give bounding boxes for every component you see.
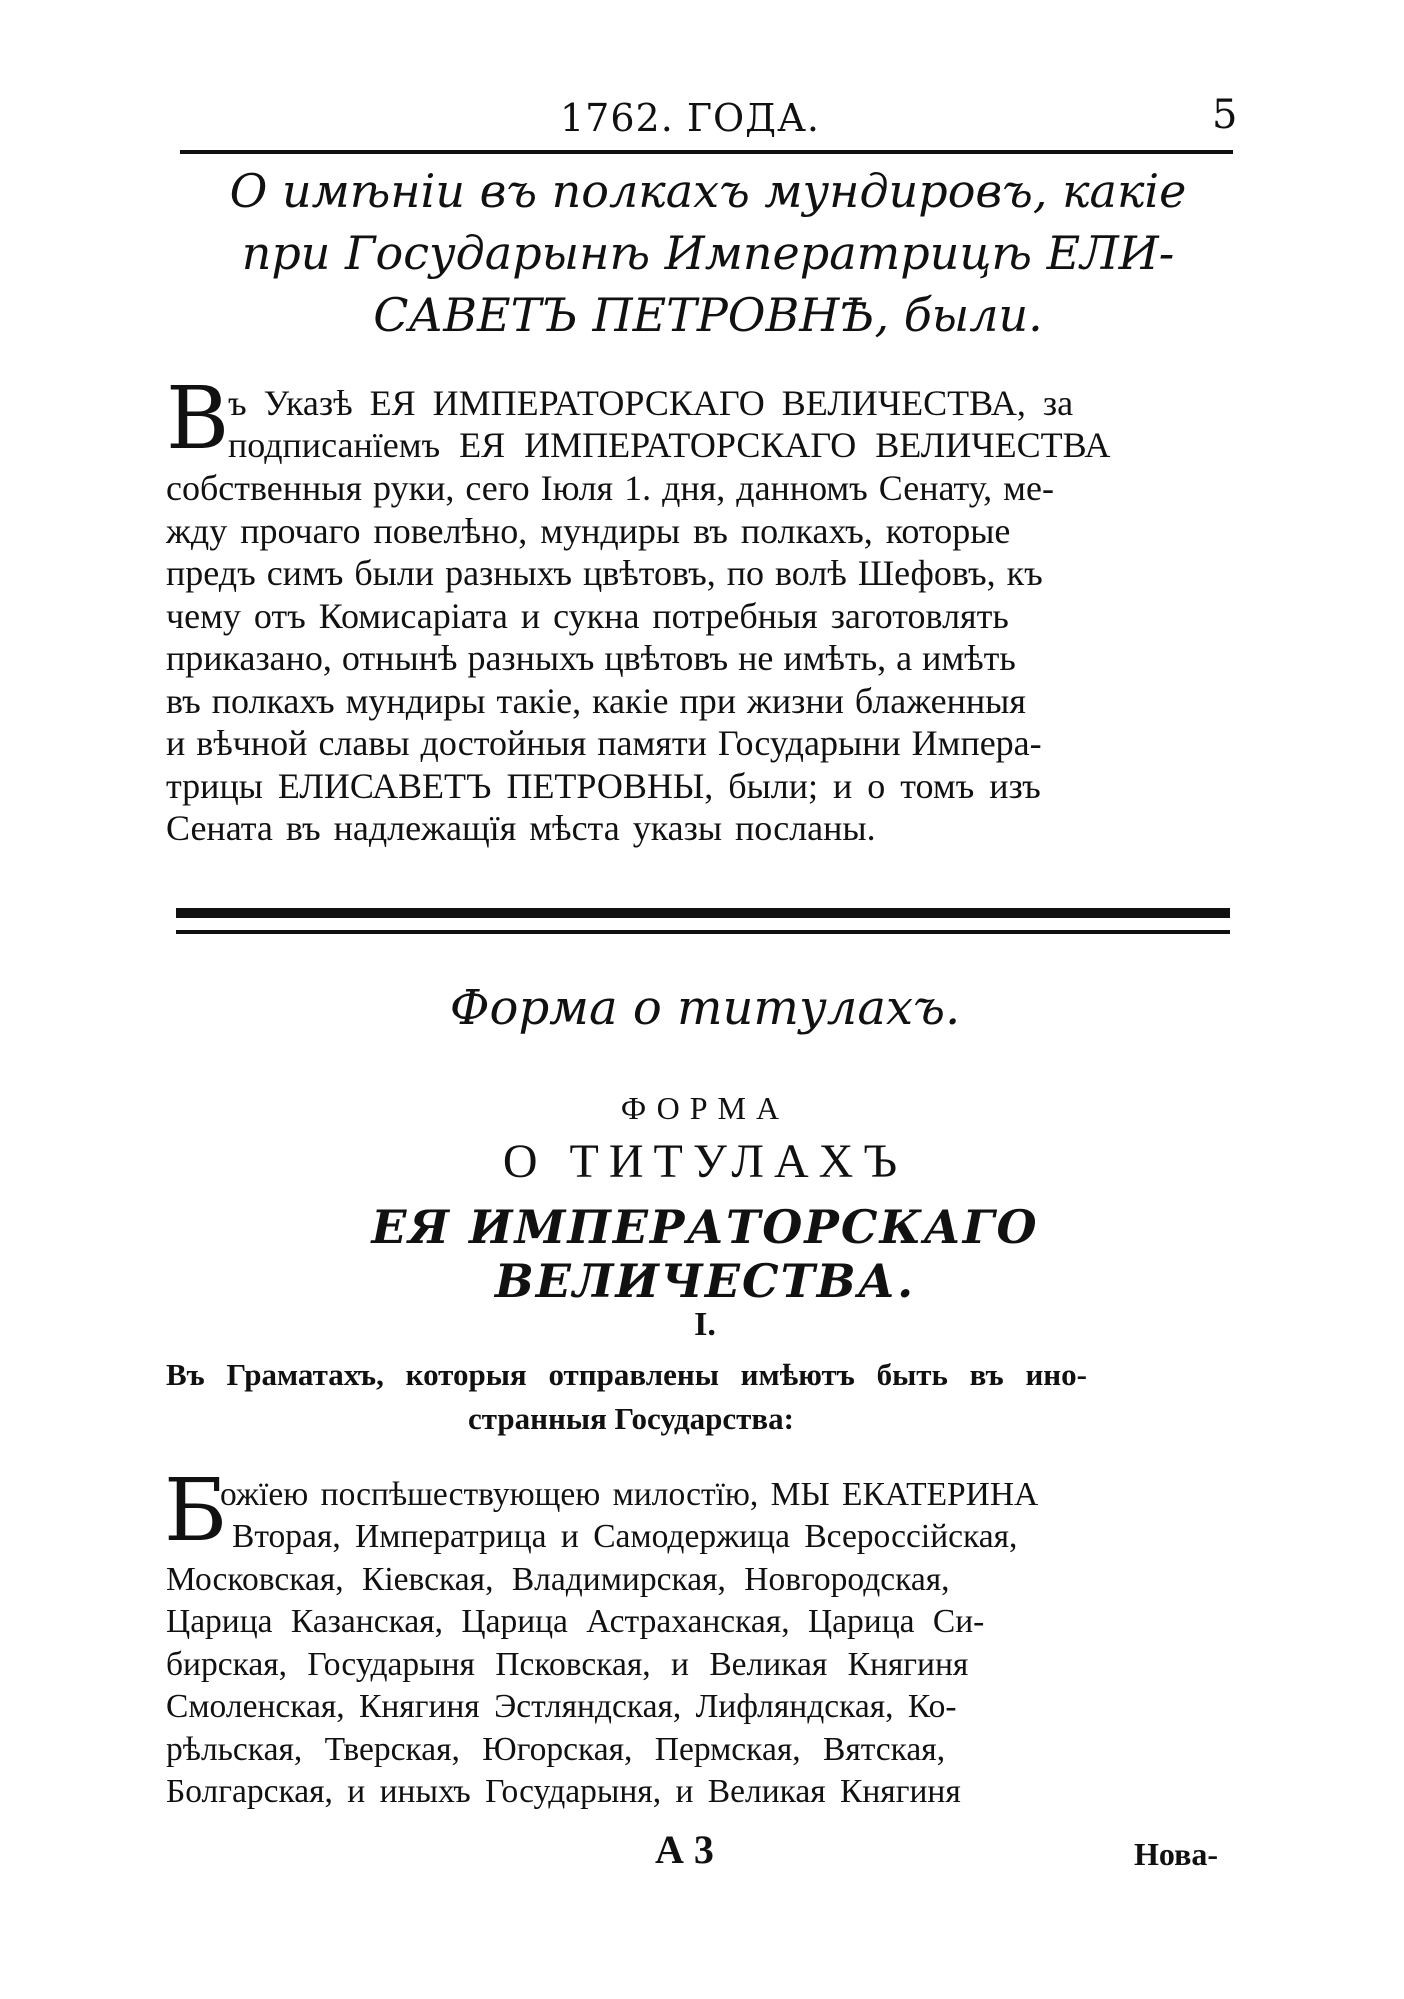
text-line: Вторая, Императрица и Самодержица Всероссійская, [232,1518,1018,1555]
running-head: 1762. ГОДА. [560,96,820,140]
text-line: въ полкахъ мундиры такіе, какіе при жизни блаженныя [166,681,1026,721]
subhead-line: странныя Государства: [468,1401,794,1436]
text-line: рѣльская, Тверская, Югорская, Пермская, Вятская, [166,1731,946,1768]
text-line: Царица Казанская, Царица Астраханская, Царица Си- [166,1603,985,1640]
form-title-italic: Форма о титулахъ. [449,980,961,1036]
text-line: собственныя руки, сего Іюля 1. дня, данномъ Сенату, ме- [166,468,1054,508]
text-line: трицы ЕЛИСАВЕТЪ ПЕТРОВНЫ, были; и о томъ изъ [166,766,1041,806]
page-number: 5 [1212,92,1238,138]
form-caps-line: ФОРМА [620,1090,790,1126]
section1-heading [178,160,1238,346]
form-caps-italic-line: ЕЯ ИМПЕРАТОРСКАГО ВЕЛИЧЕСТВА. [371,1200,1039,1308]
signature-mark: А 3 [655,1827,714,1872]
heading-line: О имѣніи въ полкахъ мундировъ, какіе [229,164,1187,218]
text-line: чему отъ Комисаріата и сукна потребныя заготовлять [166,596,1009,636]
catchword: Нова- [1134,1836,1219,1872]
text-line: и вѣчной славы достойныя памяти Государыни Импера- [166,723,1042,763]
section-divider-thick [176,908,1230,918]
heading-line: при Государынѣ Императрицѣ ЕЛИ- [241,226,1175,280]
form-caps-line: О ТИТУЛАХЪ [502,1135,908,1188]
text-line: жду прочаго повелѣно, мундиры въ полкахъ, которые [166,511,1011,551]
text-line: бирская, Государыня Псковская, и Великая Княгиня [166,1646,969,1683]
dropcap: В [166,369,230,469]
text-line: Болгарская, и иныхъ Государыня, и Великая Княгиня [166,1773,961,1810]
subhead-line: Въ Граматахъ, которыя отправлены имѣютъ быть въ ино- [166,1357,1087,1392]
section-divider-thin [176,930,1230,934]
text-line: подписанїемъ ЕЯ ИМПЕРАТОРСКАГО ВЕЛИЧЕСТВА [228,425,1111,465]
article-numeral: I. [694,1306,716,1343]
text-line: Московская, Кіевская, Владимирская, Новгородская, [166,1561,950,1598]
text-line: Смоленская, Княгиня Эстляндская, Лифляндская, Ко- [166,1688,957,1725]
text-line: Сената въ надлежащїя мѣста указы посланы. [166,808,876,848]
header-rule [180,150,1233,154]
text-line: приказано, отнынѣ разныхъ цвѣтовъ не имѣть, а имѣть [166,638,1016,678]
text-line: предъ симъ были разныхъ цвѣтовъ, по волѣ Шефовъ, къ [166,553,1043,593]
heading-line: САВЕТЪ ПЕТРОВНѢ, были. [373,288,1043,342]
text-line: ожїею поспѣшествующею милостїю, МЫ ЕКАТЕРИНА [220,1476,1039,1513]
dropcap: Б [164,1461,228,1561]
text-line: ъ Указѣ ЕЯ ИМПЕРАТОРСКАГО ВЕЛИЧЕСТВА, за [228,383,1074,423]
